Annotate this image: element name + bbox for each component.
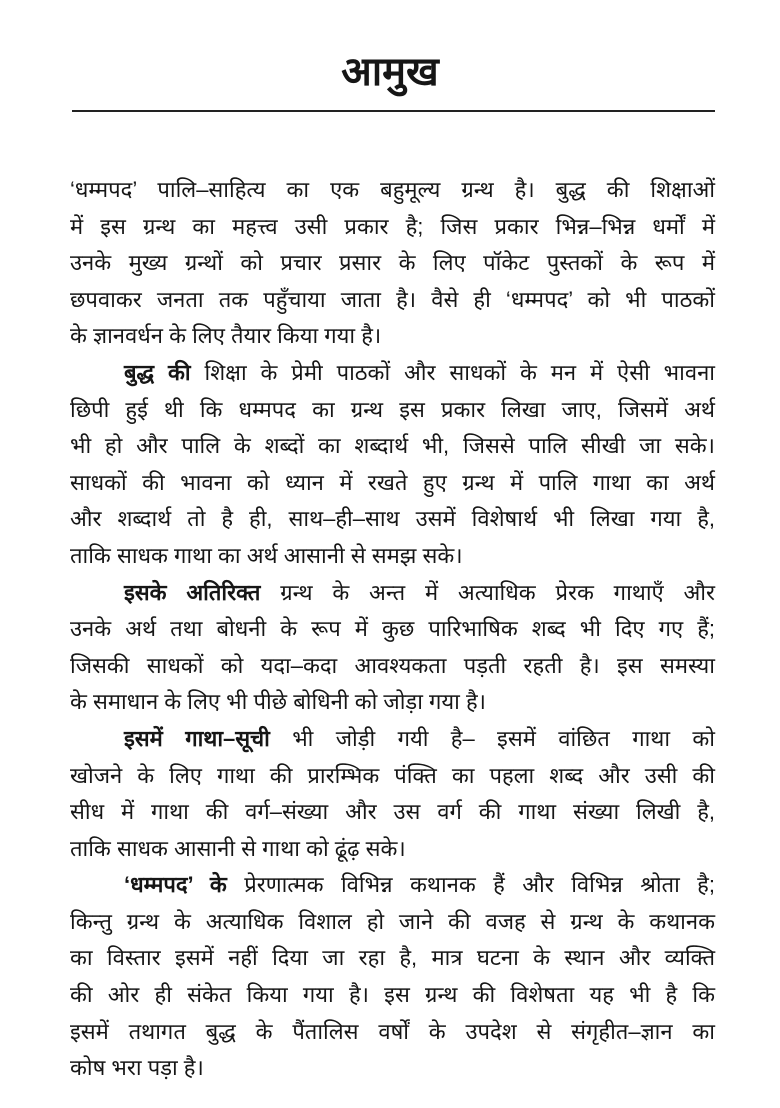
paragraph bbox=[70, 867, 715, 1087]
paragraph bbox=[70, 172, 715, 355]
line-text: ताकि साधक आसानी से गाथा को ढूंढ़ सके। bbox=[70, 835, 406, 861]
line-text: के समाधान के लिए भी पीछे बोधिनी को जोड़ा गया है। bbox=[70, 689, 486, 715]
paragraph bbox=[70, 355, 715, 575]
line-text: जिसकी साधकों को यदा–कदा आवश्यकता पड़ती रहती है। इस समस्या bbox=[70, 652, 715, 678]
text-line bbox=[70, 209, 715, 246]
line-text: किन्तु ग्रन्थ के अत्याधिक विशाल हो जाने की वजह से ग्रन्थ के कथानक bbox=[70, 908, 715, 934]
text-line bbox=[70, 465, 715, 502]
text-line bbox=[70, 392, 715, 429]
text-line bbox=[70, 1050, 715, 1087]
line-text: साधकों की भावना को ध्यान में रखते हुए ग्रन्थ में पालि गाथा का अर्थ bbox=[70, 469, 715, 495]
text-line bbox=[70, 428, 715, 465]
page-body bbox=[70, 172, 715, 1087]
line-text: ‘धम्मपद’ पालि–साहित्य का एक बहुमूल्य ग्रन्थ है। बुद्ध की शिक्षाओं bbox=[70, 177, 715, 202]
line-text: के ज्ञानवर्धन के लिए तैयार किया गया है। bbox=[70, 323, 382, 349]
bold-lead-in: इसके अतिरिक्त bbox=[124, 579, 261, 605]
text-line bbox=[70, 904, 715, 941]
text-line bbox=[70, 282, 715, 319]
bold-lead-in: इसमें गाथा–सूची bbox=[124, 725, 270, 751]
line-text: छपवाकर जनता तक पहुँचाया जाता है। वैसे ही ‘धम्मपद’ को भी पाठकों bbox=[70, 286, 715, 312]
line-text: और शब्दार्थ तो है ही, साथ–ही–साथ उसमें विशेषार्थ भी लिखा गया है, bbox=[70, 506, 715, 532]
line-text: खोजने के लिए गाथा की प्रारम्भिक पंक्ति का पहला शब्द और उसी की bbox=[70, 762, 715, 788]
line-text: इसमें तथागत बुद्ध के पैंतालिस वर्षों के उपदेश से संगृहीत–ज्ञान का bbox=[70, 1018, 715, 1044]
text-line bbox=[70, 977, 715, 1014]
line-text: सीध में गाथा की वर्ग–संख्या और उस वर्ग की गाथा संख्या लिखी है, bbox=[70, 799, 715, 825]
paragraph bbox=[70, 575, 715, 721]
title-divider bbox=[72, 110, 715, 112]
text-line bbox=[70, 794, 715, 831]
text-line bbox=[70, 355, 715, 392]
text-line bbox=[70, 538, 715, 575]
text-line bbox=[70, 575, 715, 612]
text-line bbox=[70, 1014, 715, 1051]
bold-lead-in: ‘धम्मपद’ के bbox=[124, 872, 227, 898]
line-text: भी जोड़ी गयी है– इसमें वांछित गाथा को bbox=[292, 725, 715, 751]
line-text: भी हो और पालि के शब्दों का शब्दार्थ भी, जिससे पालि सीखी जा सके। bbox=[70, 433, 715, 459]
line-text: उनके अर्थ तथा बोधनी के रूप में कुछ पारिभाषिक शब्द भी दिए गए हैं; bbox=[70, 616, 715, 642]
text-line bbox=[70, 758, 715, 795]
text-line bbox=[70, 684, 715, 721]
bold-lead-in: बुद्ध की bbox=[124, 359, 191, 385]
line-text: ताकि साधक गाथा का अर्थ आसानी से समझ सके। bbox=[70, 542, 463, 568]
text-line bbox=[70, 611, 715, 648]
text-line bbox=[70, 172, 715, 209]
text-line bbox=[70, 721, 715, 758]
text-line bbox=[70, 867, 715, 904]
line-text: छिपी हुई थी कि धम्मपद का ग्रन्थ इस प्रकार लिखा जाए, जिसमें अर्थ bbox=[70, 396, 715, 422]
line-text: में इस ग्रन्थ का महत्त्व उसी प्रकार है; जिस प्रकार भिन्न–भिन्न धर्मों में bbox=[70, 213, 715, 239]
text-line bbox=[70, 648, 715, 685]
text-line bbox=[70, 318, 715, 355]
line-text: ग्रन्थ के अन्त में अत्याधिक प्रेरक गाथाएँ और bbox=[280, 579, 715, 605]
page-title: आमुख bbox=[341, 50, 439, 94]
line-text: का विस्तार इसमें नहीं दिया जा रहा है, मात्र घटना के स्थान और व्यक्ति bbox=[70, 945, 715, 971]
text-line bbox=[70, 831, 715, 868]
paragraph bbox=[70, 721, 715, 867]
line-text: शिक्षा के प्रेमी पाठकों और साधकों के मन में ऐसी भावना bbox=[204, 359, 715, 385]
text-line bbox=[70, 501, 715, 538]
text-line bbox=[70, 940, 715, 977]
line-text: कोष भरा पड़ा है। bbox=[70, 1055, 204, 1081]
line-text: प्रेरणात्मक विभिन्न कथानक हैं और विभिन्न श्रोता है; bbox=[244, 872, 715, 898]
line-text: की ओर ही संकेत किया गया है। इस ग्रन्थ की विशेषता यह भी है कि bbox=[70, 982, 715, 1008]
text-line bbox=[70, 245, 715, 282]
line-text: उनके मुख्य ग्रन्थों को प्रचार प्रसार के लिए पॉकेट पुस्तकों के रूप में bbox=[70, 250, 715, 276]
